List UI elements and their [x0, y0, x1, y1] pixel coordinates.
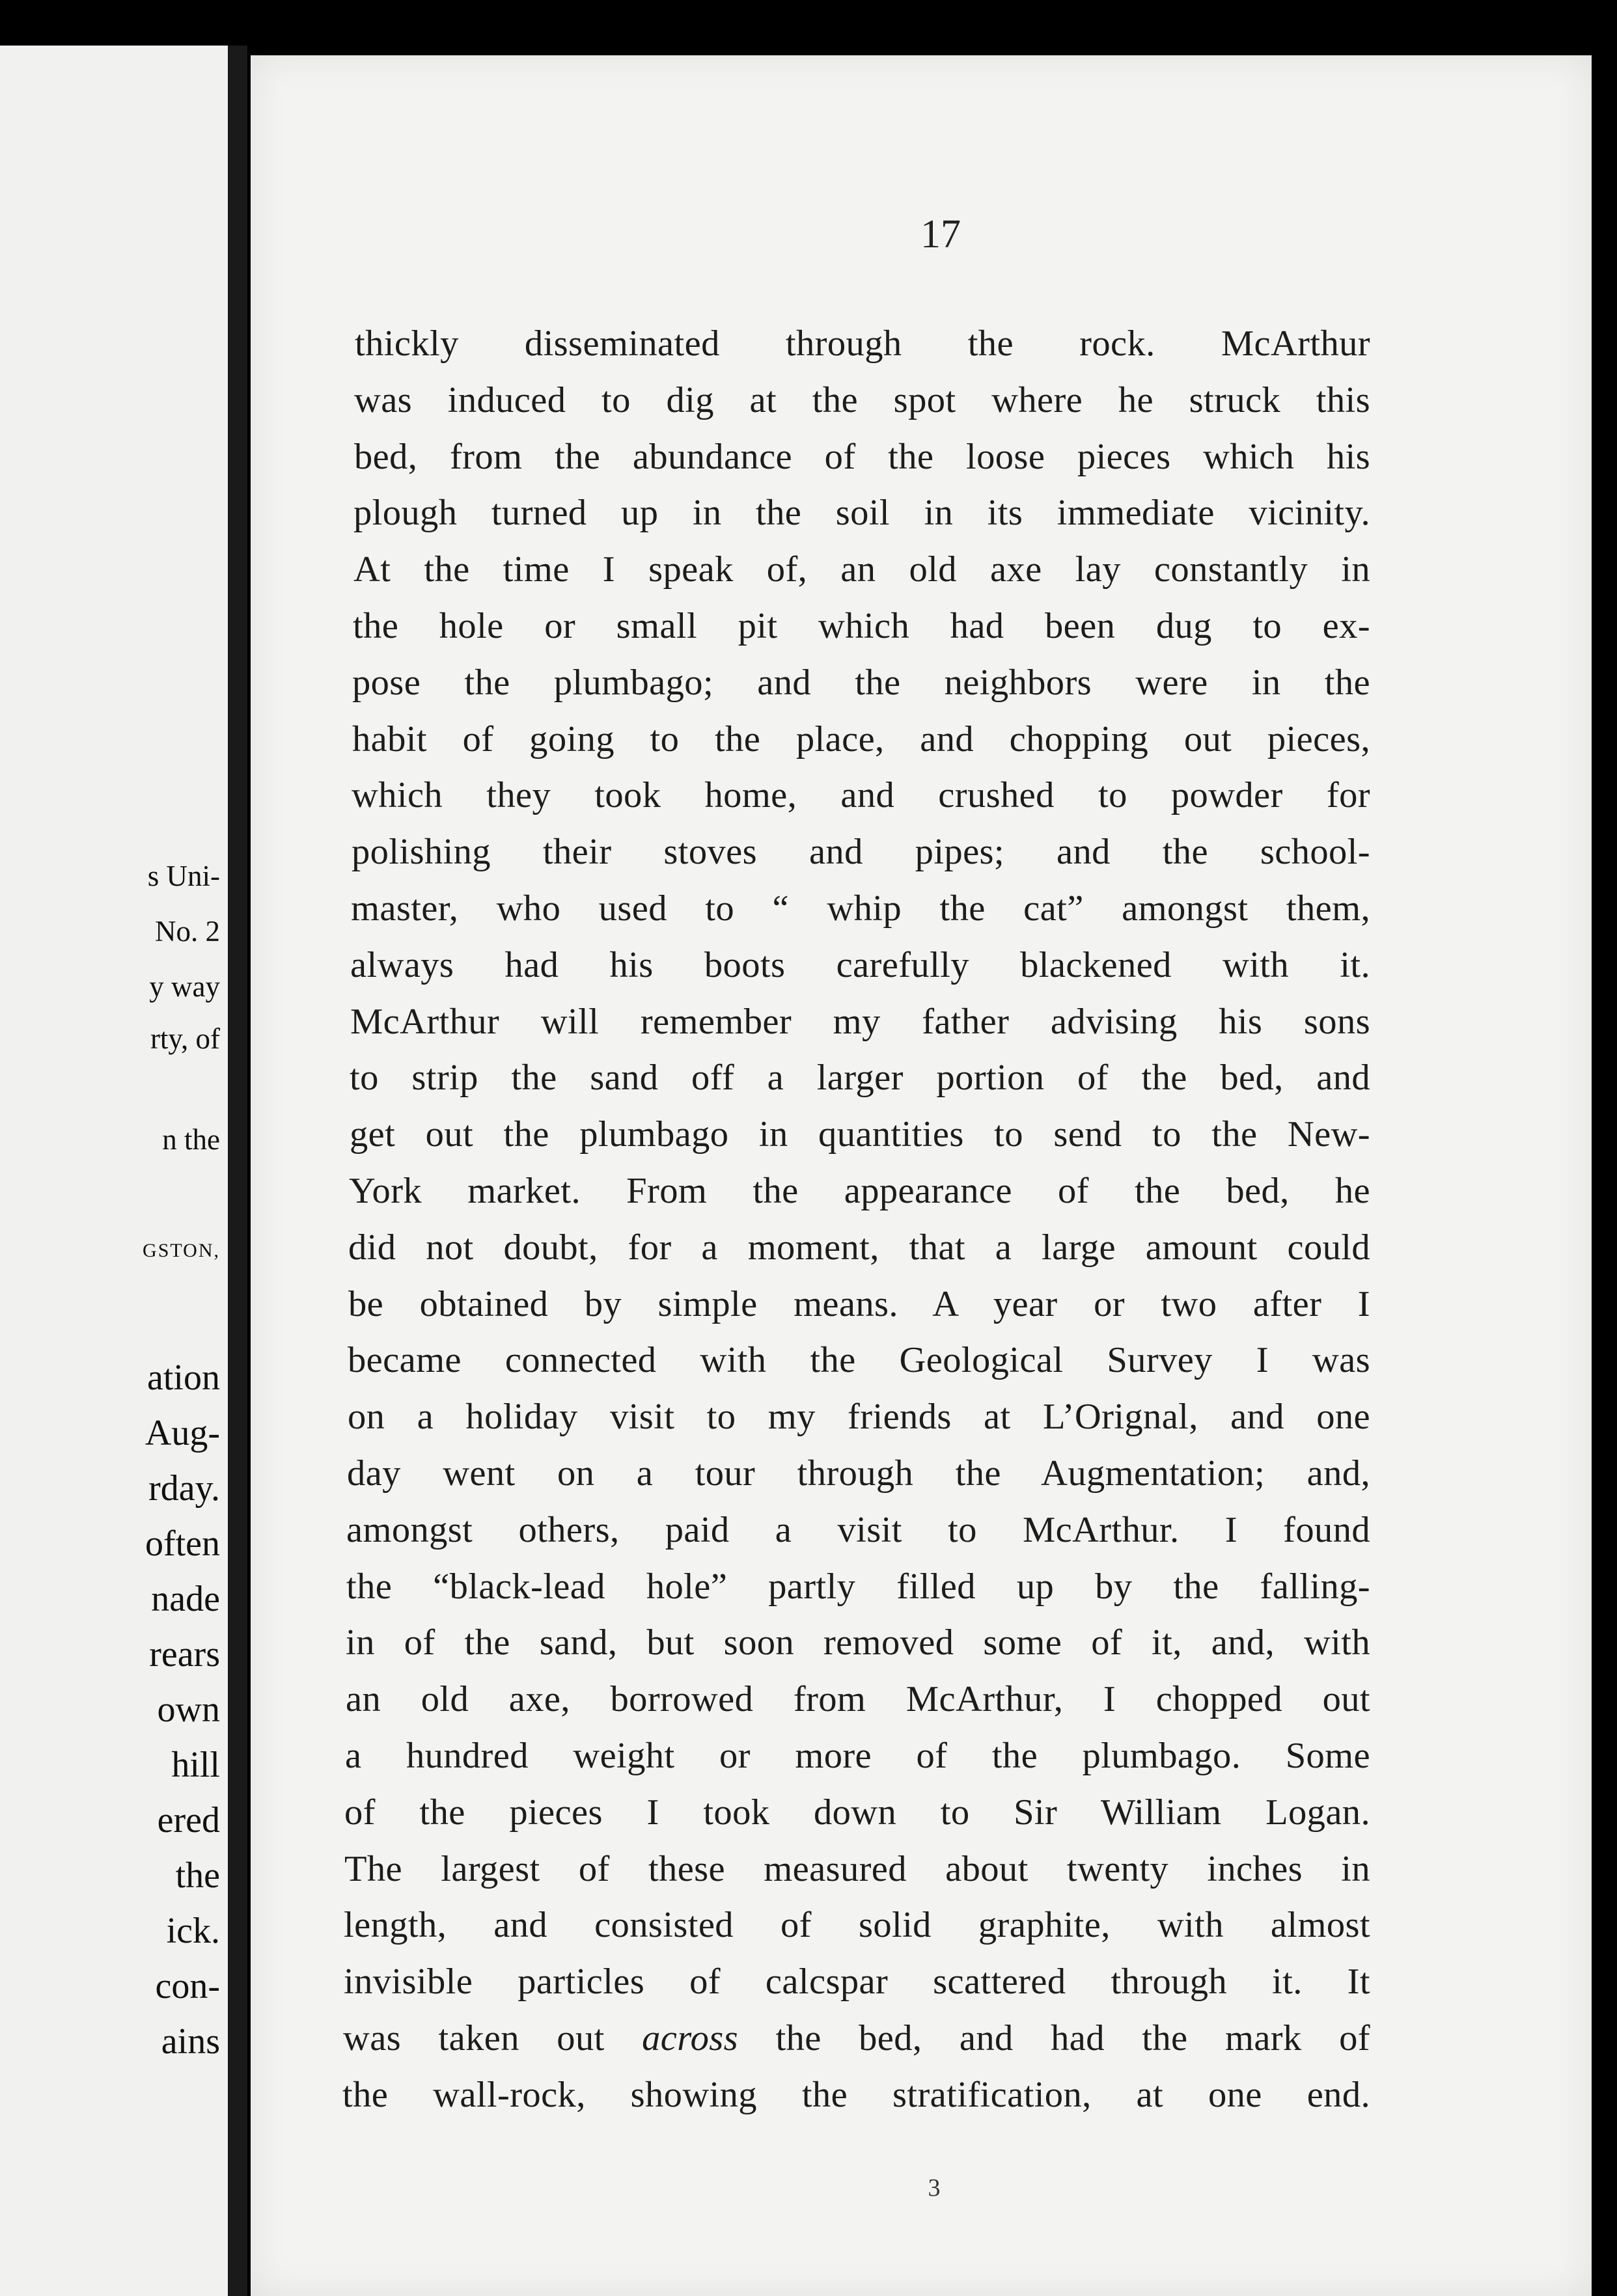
text-line: did not doubt, for a moment, that a large amount could	[348, 1227, 1370, 1268]
text-line: to strip the sand off a larger portion of the bed, and	[350, 1058, 1370, 1099]
left-page-line: y way	[149, 970, 220, 1003]
text-line: polishing their stoves and pipes; and the school-	[352, 832, 1370, 873]
text-line-italic	[343, 2010, 1370, 2067]
left-page-line: often	[145, 1524, 220, 1564]
text-line: invisible particles of calcspar scattered through it. It	[344, 1961, 1370, 2002]
text-line: The largest of these measured about twenty inches in	[344, 1848, 1370, 1889]
text-line: York market. From the appearance of the bed, he	[349, 1170, 1370, 1211]
left-page-line: n the	[162, 1123, 220, 1156]
left-page-line: No. 2	[155, 915, 220, 948]
text-line: be obtained by simple means. A year or two after I	[348, 1283, 1370, 1324]
text-line: pose the plumbago; and the neighbors were in the	[352, 662, 1370, 703]
text-line: became connected with the Geological Survey I was	[348, 1340, 1370, 1381]
main-page	[251, 55, 1592, 2296]
left-page-line: rears	[149, 1634, 220, 1674]
text-line: master, who used to “ whip the cat” amongst them,	[351, 888, 1370, 929]
left-page-fragment	[0, 46, 228, 2296]
text-line: plough turned up in the soil in its immediate vicinity.	[353, 493, 1370, 534]
text-line: in of the sand, but soon removed some of it, and, with	[346, 1622, 1370, 1663]
italic-word: across	[642, 2017, 738, 2058]
left-page-line: hill	[171, 1745, 220, 1785]
text-line: of the pieces I took down to Sir William Logan.	[344, 1792, 1370, 1833]
text-line: At the time I speak of, an old axe lay constantly in	[353, 549, 1370, 590]
italic-line-after: the bed, and had the mark of	[738, 2017, 1370, 2058]
left-page-line: ered	[157, 1800, 220, 1840]
left-page-line: rty, of	[150, 1022, 220, 1055]
left-page-line: ick.	[166, 1911, 220, 1951]
text-line: habit of going to the place, and chopping out pieces,	[352, 718, 1370, 759]
text-line: McArthur will remember my father advising his sons	[350, 1001, 1370, 1042]
text-line-final: the wall-rock, showing the stratification, at one end.	[342, 2074, 1370, 2115]
left-page-line: ation	[147, 1358, 220, 1398]
text-line: which they took home, and crushed to powder for	[352, 775, 1370, 816]
signature-mark: 3	[928, 2174, 941, 2202]
text-line: on a holiday visit to my friends at L’Orignal, and one	[348, 1397, 1370, 1438]
text-line: day went on a tour through the Augmentation; and,	[347, 1453, 1370, 1494]
text-line: was induced to dig at the spot where he struck this	[354, 379, 1370, 420]
left-page-line: nade	[151, 1579, 220, 1619]
text-line: thickly disseminated through the rock. McArthur	[355, 323, 1370, 364]
page-gutter	[228, 46, 247, 2296]
left-page-line: rday.	[148, 1468, 220, 1509]
left-page-line: con-	[155, 1966, 220, 2006]
left-page-line: GSTON,	[143, 1240, 220, 1261]
text-line: the “black-lead hole” partly filled up by the falling-	[346, 1566, 1370, 1607]
page-number: 17	[920, 212, 961, 256]
text-line: amongst others, paid a visit to McArthur. I found	[346, 1509, 1370, 1550]
left-page-line: own	[157, 1689, 220, 1730]
text-line: a hundred weight or more of the plumbago. Some	[345, 1735, 1370, 1776]
text-line: get out the plumbago in quantities to send to the New-	[350, 1114, 1370, 1155]
text-line: length, and consisted of solid graphite, with almost	[344, 1905, 1370, 1946]
left-page-line: Aug-	[145, 1413, 220, 1453]
text-line: always had his boots carefully blackened with it.	[350, 944, 1370, 985]
text-line: bed, from the abundance of the loose pieces which his	[354, 436, 1370, 477]
text-line: the hole or small pit which had been dug to ex-	[353, 605, 1370, 646]
left-page-line: the	[175, 1855, 220, 1896]
left-page-line: ains	[161, 2021, 220, 2062]
left-page-line: s Uni-	[147, 860, 220, 892]
text-line: an old axe, borrowed from McArthur, I chopped out	[346, 1679, 1370, 1720]
italic-line-before: was taken out	[343, 2017, 643, 2058]
body-text	[342, 316, 1370, 2124]
